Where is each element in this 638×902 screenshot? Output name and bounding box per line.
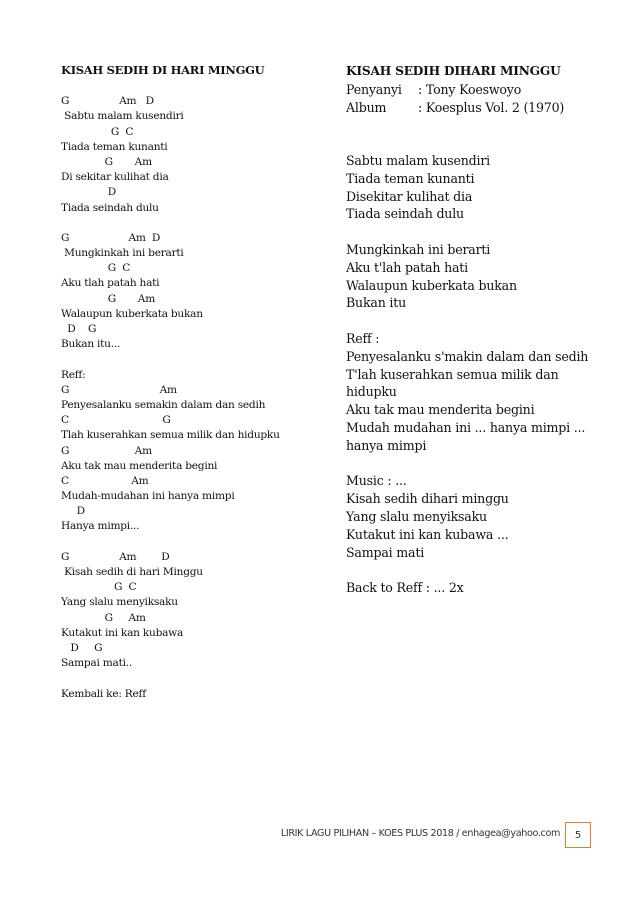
lyric-line: Mungkinkah ini berarti [346,241,491,257]
chord-line: C G [61,414,171,427]
chord-line: G Am [61,383,177,396]
lyric-line: Aku tlah patah hati [61,277,160,290]
stanza-gap [346,312,606,330]
chord-line: G Am [61,155,152,168]
lyric-line: Tiada teman kunanti [346,170,475,186]
chord-line: D [61,505,85,518]
stanza-gap [346,455,606,473]
lyric-line: Penyesalanku s'makin dalam dan sedih [346,348,589,364]
lyric-line: Sampai mati [346,544,425,560]
lyric-line: Back to Reff : ... 2x [346,580,464,596]
chord-line: G Am D [61,95,154,108]
lyric-line: Penyesalanku semakin dalam dan sedih [61,398,266,411]
chord-line: G Am [61,444,152,457]
stanza-gap [61,671,311,686]
lyric-line: Tiada seindah dulu [346,206,464,222]
stanza-gap [346,223,606,241]
chord-line: G C [61,125,134,138]
lyric-line: Bukan itu... [61,338,121,351]
lyric-line: Kembali ke: Reff [61,687,146,700]
album-row [346,99,606,117]
lyric-line: Reff: [61,368,86,381]
lyric-line: Hanya mimpi... [61,520,140,533]
lyric-line: T'lah kuserahkan semua milik dan hidupku [346,366,559,400]
singer-value: : Tony Koeswoyo [418,81,522,97]
lyric-line: Aku t'lah patah hati [346,259,468,275]
lyric-line: Music : ... [346,473,407,489]
lyric-line: Bukan itu [346,295,407,311]
stanza-gap [61,352,311,367]
lyric-line: Reff : [346,330,380,346]
lyric-line: Aku tak mau menderita begini [61,459,218,472]
lyric-line: Kutakut ini kan kubawa ... [346,526,509,542]
lyrics-body [346,152,606,597]
lyric-line: Walaupun kuberkata bukan [61,307,203,320]
album-value: : Koesplus Vol. 2 (1970) [418,99,565,115]
lyric-line: Walaupun kuberkata bukan [346,277,517,293]
lyric-line: Yang slalu menyiksaku [61,596,178,609]
lyric-line: Sabtu malam kusendiri [61,110,184,123]
lyric-line: Tiada teman kunanti [61,140,168,153]
lyric-line: Kisah sedih di hari Minggu [61,566,203,579]
chord-line: D [61,186,117,199]
stanza-gap [61,216,311,231]
lyric-line: Mudah-mudahan ini hanya mimpi [61,490,235,503]
chord-sheet-body [61,94,311,702]
lyric-line: Kisah sedih dihari minggu [346,491,509,507]
chord-line: G Am [61,292,155,305]
album-label: Album [346,99,387,115]
lyric-line: Sabtu malam kusendiri [346,152,491,168]
spacer [346,116,606,152]
page-number: 5 [565,822,591,848]
lyric-line: Tiada seindah dulu [61,201,159,214]
lyric-line: Aku tak mau menderita begini [346,402,535,418]
chord-line: G Am D [61,231,161,244]
chord-line: D G [61,323,97,336]
chord-line: G C [61,262,131,275]
chord-sheet-title: KISAH SEDIH DI HARI MINGGU [61,63,265,77]
lyric-line: Kutakut ini kan kubawa [61,626,184,639]
stanza-gap [346,561,606,579]
singer-row [346,81,606,99]
lyric-line: Disekitar kulihat dia [346,188,473,204]
lyric-line: Di sekitar kulihat dia [61,171,169,184]
lyric-line: Yang slalu menyiksaku [346,508,487,524]
chord-line: D G [61,641,103,654]
chord-line: C Am [61,474,149,487]
chord-line: G C [61,581,137,594]
singer-label: Penyanyi [346,81,402,97]
lyric-line: Mudah mudahan ini ... hanya mimpi ... hanya mimpi [346,419,586,453]
chord-sheet-column [61,63,311,702]
lyrics-column [346,63,606,597]
lyric-line: Tlah kuserahkan semua milik dan hidupku [61,429,280,442]
chord-line: G Am D [61,550,170,563]
chord-line: G Am [61,611,146,624]
stanza-gap [61,535,311,550]
page-footer: LIRIK LAGU PILIHAN – KOES PLUS 2018 / enhagea@yahoo.com [280,828,560,839]
lyrics-title: KISAH SEDIH DIHARI MINGGU [346,64,561,78]
lyric-line: Sampai mati.. [61,657,132,670]
lyric-line: Mungkinkah ini berarti [61,247,184,260]
